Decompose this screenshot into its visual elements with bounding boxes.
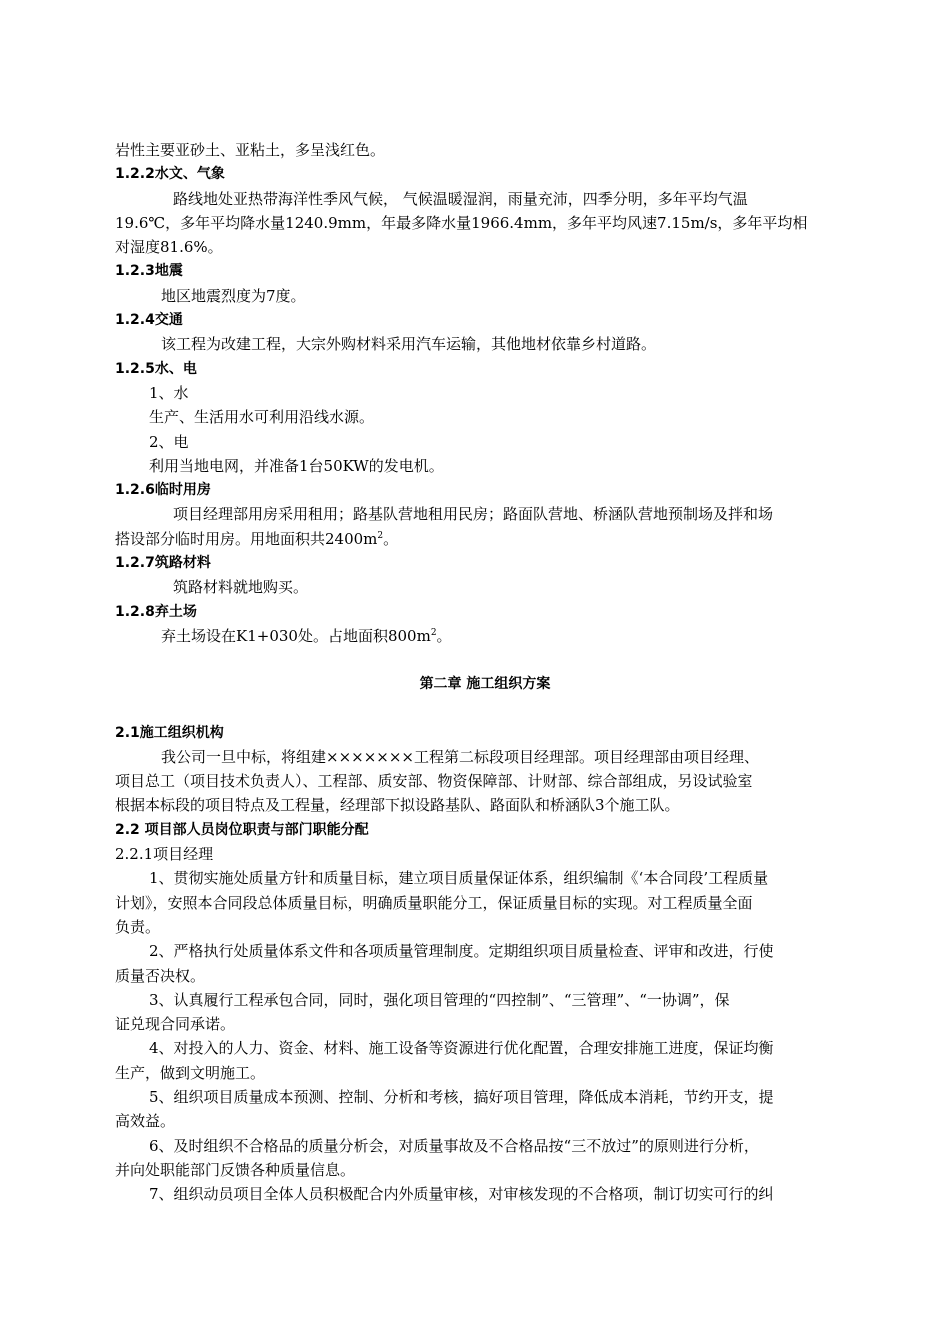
body-text-with-unit (115, 624, 855, 648)
list-label: 1、水 (149, 383, 189, 402)
body-text: 1、贯彻实施处质量方针和质量目标，建立项目质量保证体系，组织编制《‘本合同段’工程质量 (149, 869, 769, 888)
body-text: 6、及时组织不合格品的质量分析会，对质量事故及不合格品按“三不放过”的原则进行分析， (149, 1136, 759, 1155)
body-text: 该工程为改建工程，大宗外购材料采用汽车运输，其他地材依靠乡村道路。 (161, 335, 657, 354)
body-text: 路线地处亚热带海洋性季风气候， 气候温暖湿润，雨量充沛，四季分明，多年平均气温 (173, 189, 748, 208)
chapter-title: 第二章 施工组织方案 (419, 676, 551, 693)
punctuation: 。 (383, 529, 399, 548)
subsection-heading: 2.2.1项目经理 (115, 845, 214, 864)
body-text: 岩性主要亚砂土、亚粘土，多呈浅红色。 (115, 141, 386, 159)
section-heading: 1.2.3地震 (115, 263, 183, 280)
body-text: 2、严格执行处质量体系文件和各项质量管理制度。定期组织项目质量检查、评审和改进，行使 (149, 942, 774, 961)
body-text: 3、认真履行工程承包合同，同时，强化项目管理的“四控制”、“三管理”、“一协调”，保 (149, 990, 730, 1009)
body-text: 利用当地电网，并准备1台50KW的发电机。 (149, 456, 444, 475)
superscript: 2 (377, 530, 384, 541)
body-text: 弃土场设在K1+030处。占地面积800m (161, 626, 431, 645)
section-heading: 1.2.8弃土场 (115, 603, 197, 620)
body-text: 并向处职能部门反馈各种质量信息。 (115, 1160, 356, 1179)
body-text: 搭设部分临时用房。用地面积共2400m (115, 529, 378, 548)
body-text: 根据本标段的项目特点及工程量，经理部下拟设路基队、路面队和桥涵队3个施工队。 (115, 796, 680, 815)
body-text: 生产，做到文明施工。 (115, 1063, 266, 1082)
section-heading: 1.2.5水、电 (115, 360, 197, 377)
body-text: 高效益。 (115, 1112, 176, 1131)
body-text: 项目总工（项目技术负责人）、工程部、质安部、物资保障部、计财部、综合部组成，另设试验室 (115, 772, 753, 791)
body-text: 4、对投入的人力、资金、材料、施工设备等资源进行优化配置，合理安排施工进度，保证均衡 (149, 1039, 774, 1058)
body-text: 7、组织动员项目全体人员积极配合内外质量审核，对审核发现的不合格项，制订切实可行的纠 (149, 1185, 774, 1204)
body-text: 5、组织项目质量成本预测、控制、分析和考核，搞好项目管理，降低成本消耗，节约开支，提 (149, 1087, 774, 1106)
body-text: 筑路材料就地购买。 (173, 578, 309, 597)
section-heading: 2.1施工组织机构 (115, 724, 224, 741)
body-text: 项目经理部用房采用租用；路基队营地租用民房；路面队营地、桥涵队营地预制场及拌和场 (173, 505, 774, 524)
body-text: 生产、生活用水可利用沿线水源。 (149, 408, 375, 427)
body-text: 负责。 (115, 917, 161, 936)
body-text: 对湿度81.6%。 (115, 238, 223, 257)
body-text-with-unit (115, 527, 855, 551)
section-heading: 1.2.7筑路材料 (115, 555, 211, 572)
document-page (115, 138, 855, 1206)
body-text: 质量否决权。 (115, 966, 206, 985)
body-text: 我公司一旦中标，将组建×××××××工程第二标段项目经理部。项目经理部由项目经理、 (161, 747, 759, 766)
body-text: 计划》，安照本合同段总体质量目标，明确质量职能分工，保证质量目标的实现。对工程质量全面 (115, 893, 753, 912)
superscript: 2 (430, 627, 437, 638)
section-heading: 1.2.2水文、气象 (115, 166, 225, 183)
section-heading: 2.2 项目部人员岗位职责与部门职能分配 (115, 821, 369, 838)
body-text: 19.6℃，多年平均降水量1240.9mm，年最多降水量1966.4mm，多年平均风速7.15m/s，多年平均相 (115, 213, 808, 232)
body-text: 证兑现合同承诺。 (115, 1015, 236, 1034)
section-heading: 1.2.6临时用房 (115, 482, 211, 499)
list-label: 2、电 (149, 432, 189, 451)
section-heading: 1.2.4交通 (115, 312, 183, 329)
body-text: 地区地震烈度为7度。 (161, 286, 306, 305)
punctuation: 。 (436, 626, 452, 645)
